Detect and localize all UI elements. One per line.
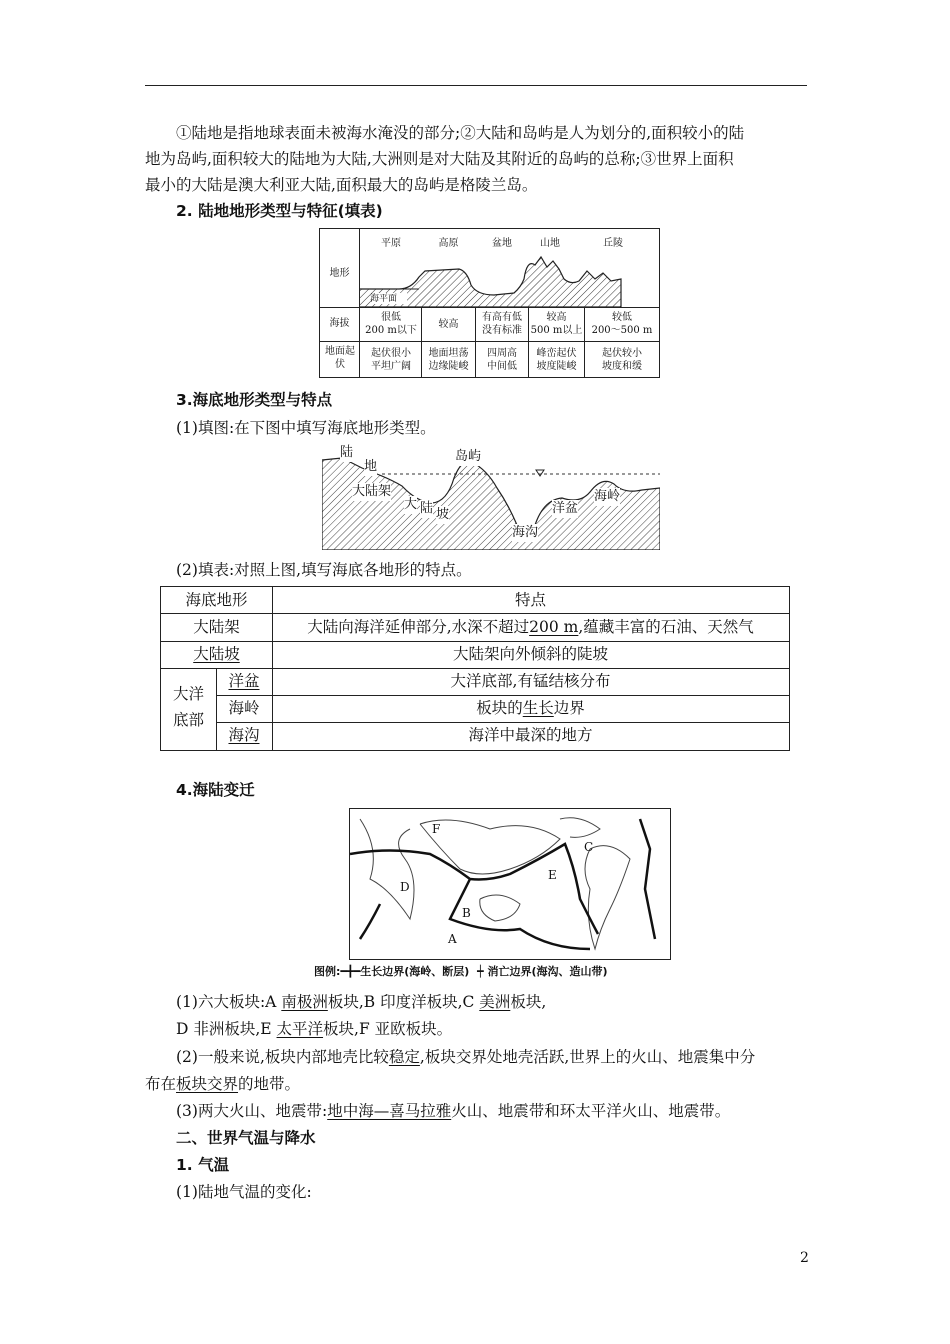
seafloor-diagram xyxy=(322,445,660,550)
label-ridge: 海岭 xyxy=(594,489,621,504)
type-basin: 盆地 xyxy=(492,238,512,249)
plates-line-3: (2)一般来说,板块内部地壳比较稳定,板块交界处地壳活跃,世界上的火山、地震集中分 xyxy=(176,1048,756,1066)
plates-line-5: (3)两大火山、地震带:地中海—喜马拉雅火山、地震带和环太平洋火山、地震带。 xyxy=(176,1102,731,1120)
altitude-hill: 较低 200～500 m xyxy=(591,312,653,336)
type-plateau: 高原 xyxy=(438,238,459,249)
section-ii-title: 二、世界气温与降水 xyxy=(176,1129,316,1147)
type-mountain: 山地 xyxy=(540,238,560,249)
type-hill: 丘陵 xyxy=(603,238,623,249)
sea-table-intro: (2)填表:对照上图,填写海底各地形的特点。 xyxy=(176,561,472,579)
ocean-bottom-1: 大洋 xyxy=(172,685,204,703)
label-slope-lu: 陆 xyxy=(420,501,434,516)
row-label-relief: 地面起伏 xyxy=(325,346,355,370)
altitude-mountain: 较高 500 m以上 xyxy=(530,312,583,336)
header-feature: 特点 xyxy=(514,591,546,609)
row-label-altitude: 海拔 xyxy=(329,318,350,329)
subduction-boundary-icon: ┿ xyxy=(477,965,484,978)
relief-plain: 起伏很小 平坦广阔 xyxy=(371,348,411,372)
slope-cell: 大陆坡 xyxy=(193,645,240,663)
header-landform: 海底地形 xyxy=(185,591,248,609)
landform-table xyxy=(319,228,660,378)
label-island: 岛屿 xyxy=(455,449,482,464)
label-trench: 海沟 xyxy=(512,525,539,540)
section-4-title: 4.海陆变迁 xyxy=(176,781,255,799)
seafloor-table xyxy=(160,586,790,751)
intro-line-2: 地为岛屿,面积较大的陆地为大陆,大洲则是对大陆及其附近的岛屿的总称;③世界上面积 xyxy=(145,150,734,168)
plates-line-1: (1)六大板块:A 南极洲板块,B 印度洋板块,C 美洲板块, xyxy=(176,993,547,1011)
altitude-plain: 很低 200 m以下 xyxy=(365,312,417,336)
altitude-basin: 有高有低 没有标准 xyxy=(482,312,522,336)
relief-basin: 四周高 中间低 xyxy=(487,348,517,372)
section-ii-item: (1)陆地气温的变化: xyxy=(176,1183,312,1201)
plates-line-2: D 非洲板块,E 太平洋板块,F 亚欧板块。 xyxy=(176,1020,453,1038)
landform-profile xyxy=(359,249,659,307)
growth-boundary-icon: ━╋━ xyxy=(340,965,361,978)
relief-mountain: 峰峦起伏 坡度陡峻 xyxy=(536,348,577,372)
trench-desc: 海洋中最深的地方 xyxy=(468,726,593,744)
plate-map xyxy=(349,808,671,960)
row-label-landform: 地形 xyxy=(329,268,350,279)
plate-label-C: C xyxy=(584,840,594,854)
intro-line-1: ①陆地是指地球表面未被海水淹没的部分;②大陆和岛屿是人为划分的,面积较小的陆 xyxy=(176,124,745,142)
type-plain: 平原 xyxy=(381,238,401,249)
sea-level-label: 海平面 xyxy=(370,294,398,304)
plate-label-E: E xyxy=(548,868,557,882)
ridge-cell: 海岭 xyxy=(228,699,260,717)
section-ii-sub: 1. 气温 xyxy=(176,1156,230,1174)
plate-label-D: D xyxy=(400,880,410,894)
relief-hill: 起伏较小 坡度和缓 xyxy=(602,348,642,372)
label-di: 地 xyxy=(364,459,378,474)
plate-map-drawing xyxy=(350,809,670,959)
plate-label-F: F xyxy=(432,822,441,836)
shelf-cell: 大陆架 xyxy=(193,618,240,636)
slope-desc: 大陆架向外倾斜的陡坡 xyxy=(452,645,608,663)
section-3-title: 3.海底地形类型与特点 xyxy=(176,391,333,409)
label-lu: 陆 xyxy=(340,445,354,460)
section-3-fill: (1)填图:在下图中填写海底地形类型。 xyxy=(176,419,436,437)
ocean-bottom-2: 底部 xyxy=(172,711,204,729)
basin-cell: 洋盆 xyxy=(228,672,260,690)
plate-label-A: A xyxy=(448,932,457,946)
altitude-plateau: 较高 xyxy=(438,319,459,330)
relief-plateau: 地面坦荡 边缘陡峻 xyxy=(428,348,469,372)
header-rule xyxy=(145,85,807,86)
label-shelf: 大陆架 xyxy=(352,484,392,499)
intro-line-3: 最小的大陆是澳大利亚大陆,面积最大的岛屿是格陵兰岛。 xyxy=(145,176,538,194)
label-basin: 洋盆 xyxy=(552,501,579,516)
plates-line-4: 布在板块交界的地带。 xyxy=(145,1075,301,1093)
page-number: 2 xyxy=(800,1250,809,1266)
plate-map-legend: 图例:━╋━生长边界(海岭、断层) ┿ 消亡边界(海沟、造山带) xyxy=(314,965,608,978)
basin-desc: 大洋底部,有锰结核分布 xyxy=(450,672,611,690)
shelf-desc: 大陆向海洋延伸部分,水深不超过200 m,蕴藏丰富的石油、天然气 xyxy=(307,618,754,636)
section-2-title: 2. 陆地地形类型与特征(填表) xyxy=(176,202,383,220)
trench-cell: 海沟 xyxy=(228,726,260,744)
label-slope-po: 坡 xyxy=(436,507,450,522)
ridge-desc: 板块的生长边界 xyxy=(476,699,585,717)
plate-label-B: B xyxy=(462,906,471,920)
label-slope-da: 大 xyxy=(404,497,418,512)
